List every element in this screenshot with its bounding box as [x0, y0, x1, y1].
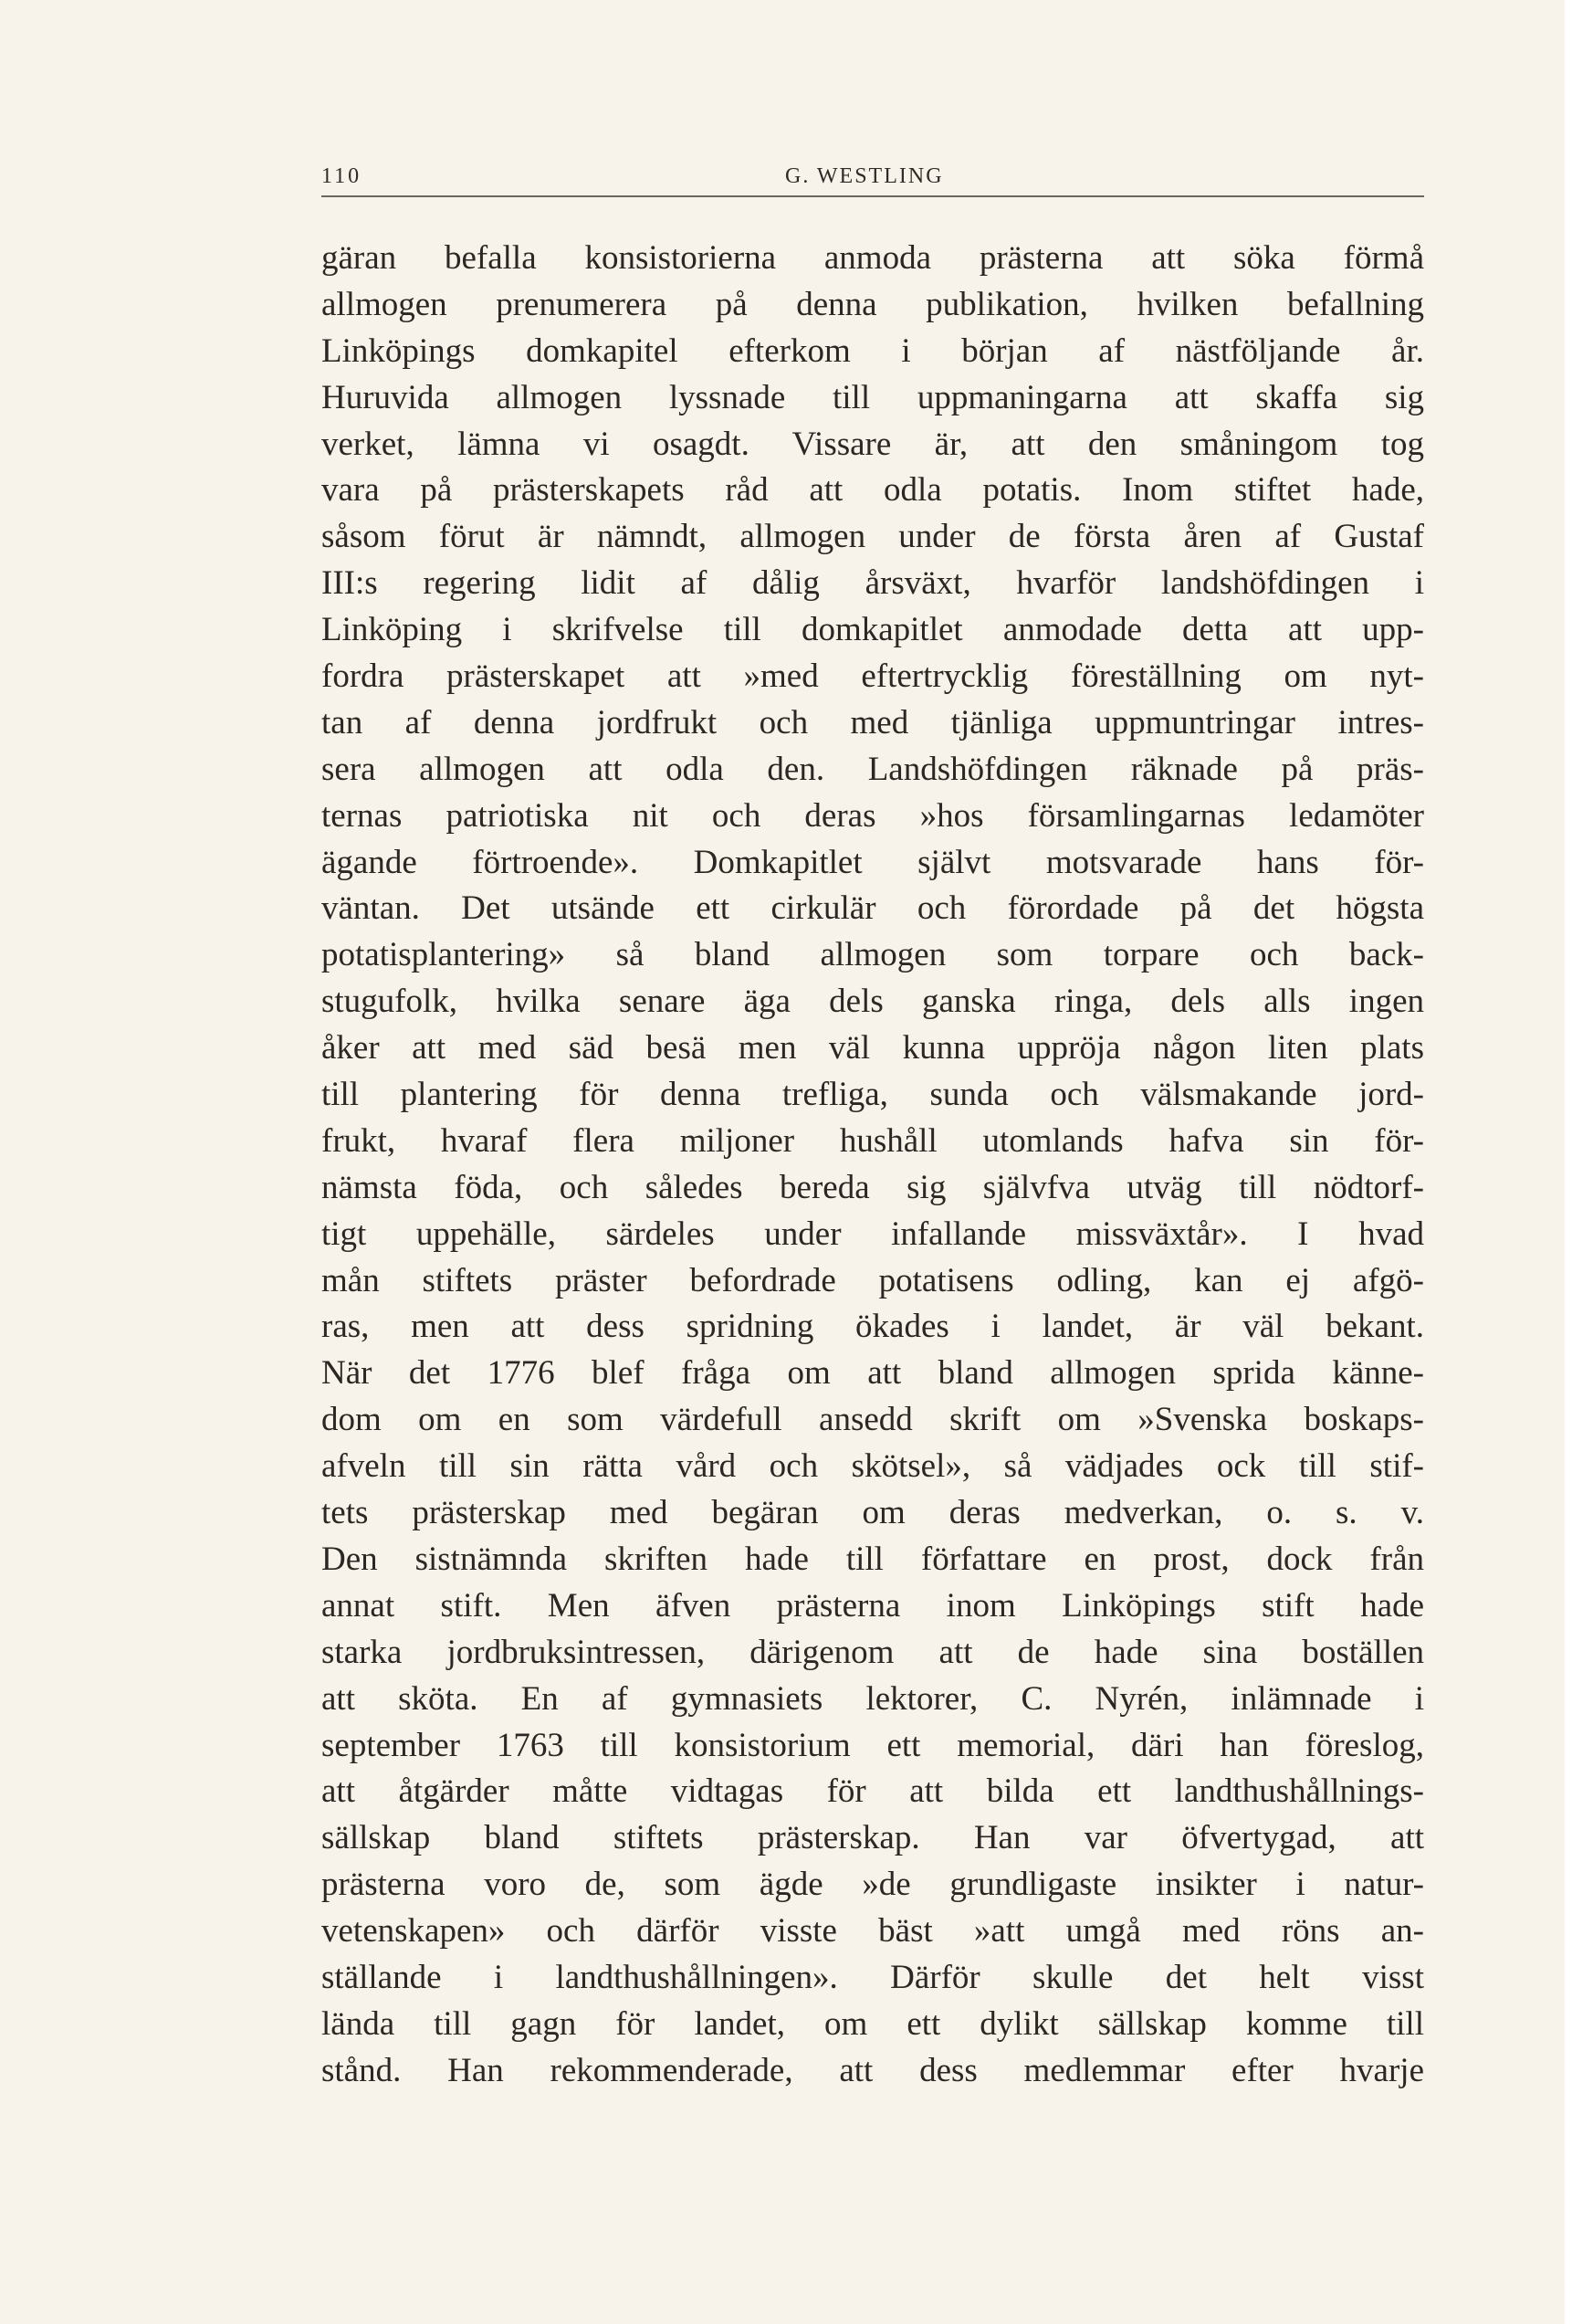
text-line: stugufolk, hvilka senare äga dels ganska ringa, dels alls ingen	[321, 983, 1424, 1021]
text-line: allmogen prenumerera på denna publikation, hvilken befallning	[321, 285, 1424, 323]
text-line: nämsta föda, och således bereda sig självfva utväg till nödtorf-	[321, 1168, 1424, 1206]
text-line: ternas patriotiska nit och deras »hos församlingarnas ledamöter	[321, 796, 1424, 835]
text-line: tigt uppehälle, särdeles under infallande missväxtår». I hvad	[321, 1215, 1424, 1253]
text-line: afveln till sin rätta vård och skötsel», så vädjades ock till stif-	[321, 1447, 1424, 1486]
text-line: dom om en som värdefull ansedd skrift om »Svenska boskaps-	[321, 1401, 1424, 1439]
page-edge	[1565, 0, 1568, 2324]
text-line: ställande i landthushållningen». Därför skulle det helt visst	[321, 1958, 1424, 1996]
text-line: såsom förut är nämndt, allmogen under de första åren af Gustaf	[321, 518, 1424, 556]
text-line: Linköpings domkapitel efterkom i början af nästföljande år.	[321, 331, 1424, 370]
page-header	[321, 164, 1424, 197]
text-line: vara på prästerskapets råd att odla potatis. Inom stiftet hade,	[321, 471, 1424, 510]
text-line: lända till gagn för landet, om ett dylikt sällskap komme till	[321, 2004, 1424, 2043]
text-line: sera allmogen att odla den. Landshöfdingen räknade på präs-	[321, 750, 1424, 788]
page-number: 110	[321, 164, 362, 188]
text-line: Huruvida allmogen lyssnade till uppmaningarna att skaffa sig	[321, 378, 1424, 416]
text-line: tan af denna jordfrukt och med tjänliga uppmuntringar intres-	[321, 703, 1424, 741]
text-line: att åtgärder måtte vidtagas för att bilda ett landthushållnings-	[321, 1772, 1424, 1811]
text-line: ras, men att dess spridning ökades i landet, är väl bekant.	[321, 1308, 1424, 1346]
text-line: Linköping i skrifvelse till domkapitlet anmodade detta att upp-	[321, 611, 1424, 649]
text-line: Den sistnämnda skriften hade till författare en prost, dock från	[321, 1540, 1424, 1578]
text-line: att sköta. En af gymnasiets lektorer, C. Nyrén, inlämnade i	[321, 1679, 1424, 1718]
text-line: september 1763 till konsistorium ett memorial, däri han föreslog,	[321, 1726, 1424, 1764]
text-line: III:s regering lidit af dålig årsväxt, hvarför landshöfdingen i	[321, 564, 1424, 603]
text-line: fordra prästerskapet att »med eftertrycklig föreställning om nyt-	[321, 657, 1424, 696]
body-text	[321, 236, 1424, 2095]
text-line: tets prästerskap med begäran om deras medverkan, o. s. v.	[321, 1494, 1424, 1532]
text-line: till plantering för denna trefliga, sunda och välsmakande jord-	[321, 1076, 1424, 1114]
text-line: ägande förtroende». Domkapitlet självt motsvarade hans för-	[321, 843, 1424, 881]
text-line: När det 1776 blef fråga om att bland allmogen sprida känne-	[321, 1354, 1424, 1393]
text-line: sällskap bland stiftets prästerskap. Han var öfvertygad, att	[321, 1819, 1424, 1857]
running-head: G. WESTLING	[785, 164, 944, 188]
text-line: vetenskapen» och därför visste bäst »att umgå med röns an-	[321, 1912, 1424, 1951]
text-line: stånd. Han rekommenderade, att dess medlemmar efter hvarje	[321, 2051, 1424, 2089]
text-line: annat stift. Men äfven prästerna inom Linköpings stift hade	[321, 1586, 1424, 1625]
text-line: frukt, hvaraf flera miljoner hushåll utomlands hafva sin för-	[321, 1121, 1424, 1160]
text-line: starka jordbruksintressen, därigenom att de hade sina boställen	[321, 1633, 1424, 1671]
text-line: gäran befalla konsistorierna anmoda prästerna att söka förmå	[321, 239, 1424, 277]
text-line: mån stiftets präster befordrade potatisens odling, kan ej afgö-	[321, 1261, 1424, 1299]
text-line: prästerna voro de, som ägde »de grundligaste insikter i natur-	[321, 1866, 1424, 1904]
text-line: verket, lämna vi osagdt. Vissare är, att den småningom tog	[321, 425, 1424, 463]
text-line: väntan. Det utsände ett cirkulär och förordade på det högsta	[321, 889, 1424, 928]
text-line: potatisplantering» så bland allmogen som torpare och back-	[321, 936, 1424, 974]
text-line: åker att med säd besä men väl kunna uppröja någon liten plats	[321, 1029, 1424, 1067]
